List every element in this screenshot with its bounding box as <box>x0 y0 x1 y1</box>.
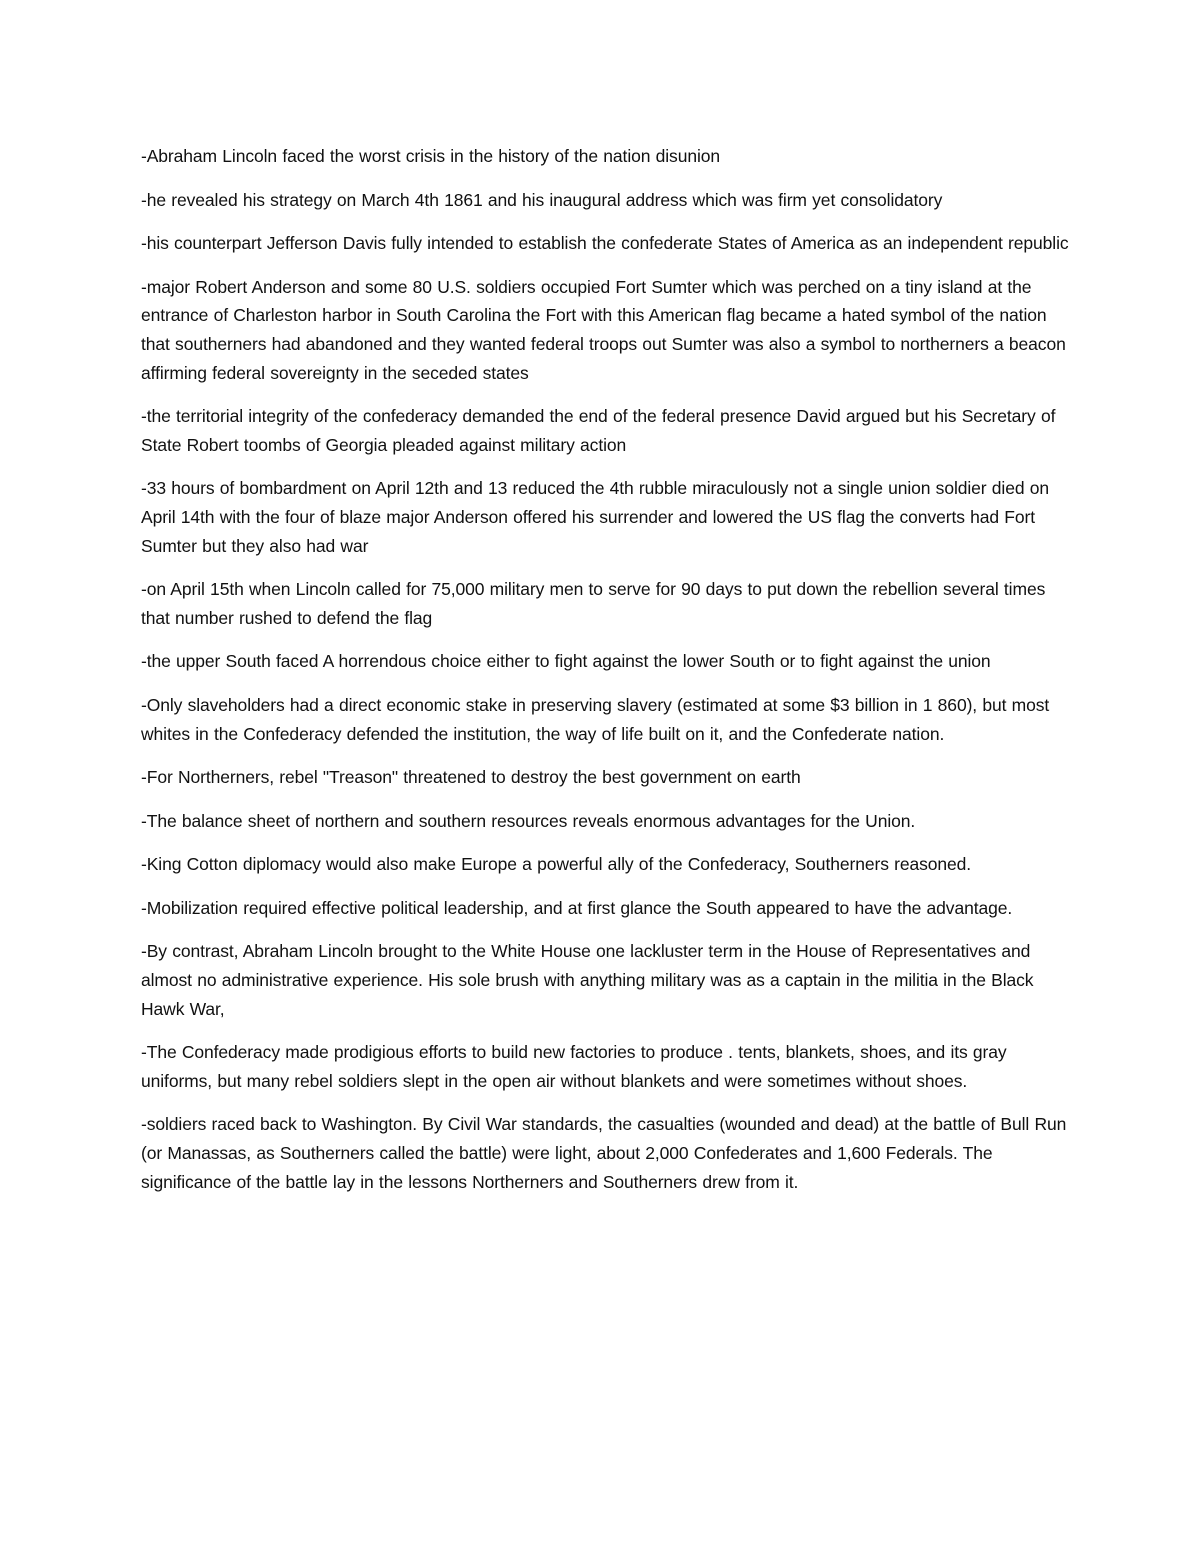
paragraph-5: -the territorial integrity of the confederacy demanded the end of the federal presence David argued but his Secretary of State Robert toombs of Georgia pleaded against military action <box>141 406 1056 455</box>
paragraph-13: -Mobilization required effective political leadership, and at first glance the South appeared to have the advantage. <box>141 897 1013 918</box>
paragraph-2: -he revealed his strategy on March 4th 1861 and his inaugural address which was firm yet consolidatory <box>141 189 943 210</box>
paragraph-12: -King Cotton diplomacy would also make Europe a powerful ally of the Confederacy, Southerners reasoned. <box>141 854 972 875</box>
paragraph-9: -Only slaveholders had a direct economic stake in preserving slavery (estimated at some $3 billion in 1 860), but most whites in the Confederacy defended the institution, the way of life built on it, and the Confederate nation. <box>141 694 1050 744</box>
paragraph-16: -soldiers raced back to Washington. By Civil War standards, the casualties (wounded and dead) at the battle of Bull Run (or Manassas, as Southerners called the battle) were light, about 2,000 Confederates and 1,600 Federals. The significance of the battle lay in the lessons Northerners and Southerners drew from it. <box>141 1114 1067 1192</box>
paragraph-6: -33 hours of bombardment on April 12th and 13 reduced the 4th rubble miraculously not a single union soldier died on April 14th with the four of blaze major Anderson offered his surrender and lowered the US flag the converts had Fort Sumter but they also had war <box>141 478 1050 556</box>
paragraph-14: -By contrast, Abraham Lincoln brought to the White House one lackluster term in the House of Representatives and almost no administrative experience. His sole brush with anything military was as a captain in the militia in the Black Hawk War, <box>141 941 1034 1019</box>
paragraph-1: -Abraham Lincoln faced the worst crisis in the history of the nation disunion <box>141 146 721 166</box>
paragraph-8: -the upper South faced A horrendous choice either to fight against the lower South or to fight against the union <box>141 651 991 672</box>
paragraph-4: -major Robert Anderson and some 80 U.S. soldiers occupied Fort Sumter which was perched on a tiny island at the entrance of Charleston harbor in South Carolina the Fort with this American flag became a hated symbol of the nation that southerners had abandoned and they wanted federal troops out Sumter was also a symbol to northerners a beacon affirming federal sovereignty in the seceded states <box>141 276 1066 383</box>
paragraph-3: -his counterpart Jefferson Davis fully intended to establish the confederate States of America as an independent republic <box>141 233 1069 254</box>
paragraph-7: -on April 15th when Lincoln called for 75,000 military men to serve for 90 days to put down the rebellion several times that number rushed to defend the flag <box>141 579 1046 628</box>
paragraph-10: -For Northerners, rebel "Treason" threatened to destroy the best government on earth <box>141 767 801 788</box>
paragraph-11: -The balance sheet of northern and southern resources reveals enormous advantages for the Union. <box>141 810 916 831</box>
paragraph-15: -The Confederacy made prodigious efforts to build new factories to produce . tents, blankets, shoes, and its gray uniforms, but many rebel soldiers slept in the open air without blankets and were sometimes without shoes. <box>141 1042 1007 1091</box>
